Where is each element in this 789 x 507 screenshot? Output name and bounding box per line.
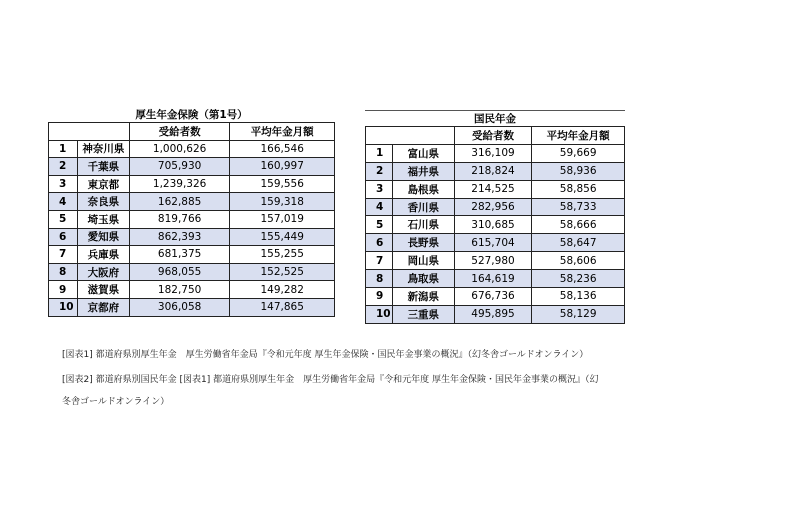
recipients-cell: 676,736 bbox=[454, 288, 532, 306]
kosei-nenkin-table-block bbox=[48, 108, 335, 317]
table-header-row bbox=[366, 127, 625, 145]
prefecture-cell: 埼玉県 bbox=[77, 210, 129, 228]
kokumin-nenkin-table bbox=[365, 126, 625, 324]
prefecture-cell: 長野県 bbox=[392, 234, 454, 252]
recipients-cell: 495,895 bbox=[454, 305, 532, 323]
rank-cell: 3 bbox=[49, 175, 78, 193]
prefecture-cell: 大阪府 bbox=[77, 263, 129, 281]
rank-cell: 6 bbox=[49, 228, 78, 246]
kosei-nenkin-table bbox=[48, 122, 335, 317]
avg-monthly-cell: 155,255 bbox=[230, 246, 335, 264]
rank-cell: 6 bbox=[366, 234, 393, 252]
rank-cell: 10 bbox=[49, 298, 78, 316]
avg-monthly-cell: 147,865 bbox=[230, 298, 335, 316]
rank-cell: 8 bbox=[366, 270, 393, 288]
avg-monthly-cell: 58,136 bbox=[532, 288, 625, 306]
avg-monthly-cell: 58,733 bbox=[532, 198, 625, 216]
table-row bbox=[366, 162, 625, 180]
kosei-nenkin-title: 厚生年金保険（第1号） bbox=[135, 109, 248, 121]
avg-monthly-cell: 157,019 bbox=[230, 210, 335, 228]
avg-monthly-cell: 58,666 bbox=[532, 216, 625, 234]
rank-cell: 5 bbox=[49, 210, 78, 228]
avg-monthly-cell: 166,546 bbox=[230, 140, 335, 158]
header-recipients: 受給者数 bbox=[454, 127, 532, 145]
rank-cell: 4 bbox=[49, 193, 78, 211]
recipients-cell: 282,956 bbox=[454, 198, 532, 216]
table-row bbox=[49, 210, 335, 228]
rank-cell: 3 bbox=[366, 180, 393, 198]
rank-cell: 7 bbox=[366, 252, 393, 270]
prefecture-cell: 兵庫県 bbox=[77, 246, 129, 264]
table-row bbox=[49, 158, 335, 176]
rank-cell: 5 bbox=[366, 216, 393, 234]
recipients-cell: 310,685 bbox=[454, 216, 532, 234]
avg-monthly-cell: 58,606 bbox=[532, 252, 625, 270]
recipients-cell: 527,980 bbox=[454, 252, 532, 270]
prefecture-cell: 鳥取県 bbox=[392, 270, 454, 288]
recipients-cell: 164,619 bbox=[454, 270, 532, 288]
kokumin-nenkin-table-block bbox=[365, 110, 625, 324]
prefecture-cell: 三重県 bbox=[392, 305, 454, 323]
prefecture-cell: 東京都 bbox=[77, 175, 129, 193]
recipients-cell: 705,930 bbox=[129, 158, 230, 176]
figure2-caption-line1: [図表2] 都道府県別国民年金 [図表1] 都道府県別厚生年金 厚生労働省年金局『令和元年度 厚生年金保険・国民年金事業の概況』（幻 bbox=[62, 375, 599, 385]
recipients-cell: 306,058 bbox=[129, 298, 230, 316]
kokumin-nenkin-title: 国民年金 bbox=[365, 110, 625, 126]
table-row bbox=[49, 263, 335, 281]
table-row bbox=[366, 270, 625, 288]
prefecture-cell: 福井県 bbox=[392, 162, 454, 180]
table-row bbox=[49, 298, 335, 316]
avg-monthly-cell: 58,856 bbox=[532, 180, 625, 198]
recipients-cell: 1,000,626 bbox=[129, 140, 230, 158]
kokumin-nenkin-rows bbox=[366, 144, 625, 323]
rank-cell: 1 bbox=[49, 140, 78, 158]
table-row bbox=[366, 288, 625, 306]
rank-cell: 4 bbox=[366, 198, 393, 216]
recipients-cell: 162,885 bbox=[129, 193, 230, 211]
avg-monthly-cell: 159,318 bbox=[230, 193, 335, 211]
prefecture-cell: 神奈川県 bbox=[77, 140, 129, 158]
prefecture-cell: 京都府 bbox=[77, 298, 129, 316]
table-row bbox=[366, 305, 625, 323]
avg-monthly-cell: 58,647 bbox=[532, 234, 625, 252]
recipients-cell: 218,824 bbox=[454, 162, 532, 180]
table-row bbox=[49, 228, 335, 246]
table-row bbox=[366, 216, 625, 234]
recipients-cell: 862,393 bbox=[129, 228, 230, 246]
table-row bbox=[49, 140, 335, 158]
rank-cell: 9 bbox=[366, 288, 393, 306]
table-row bbox=[49, 281, 335, 299]
header-avg-monthly: 平均年金月額 bbox=[230, 123, 335, 141]
rank-cell: 2 bbox=[49, 158, 78, 176]
rank-cell: 7 bbox=[49, 246, 78, 264]
header-recipients: 受給者数 bbox=[129, 123, 230, 141]
recipients-cell: 615,704 bbox=[454, 234, 532, 252]
figure2-caption bbox=[62, 374, 652, 408]
header-blank-cell bbox=[366, 127, 455, 145]
prefecture-cell: 香川県 bbox=[392, 198, 454, 216]
recipients-cell: 316,109 bbox=[454, 144, 532, 162]
rank-cell: 1 bbox=[366, 144, 393, 162]
prefecture-cell: 滋賀県 bbox=[77, 281, 129, 299]
figure2-caption-line2: 冬舎ゴールドオンライン） bbox=[62, 397, 170, 407]
prefecture-cell: 奈良県 bbox=[77, 193, 129, 211]
kosei-nenkin-rows bbox=[49, 140, 335, 316]
prefecture-cell: 愛知県 bbox=[77, 228, 129, 246]
table-row bbox=[366, 144, 625, 162]
header-blank-cell bbox=[49, 123, 130, 141]
recipients-cell: 1,239,326 bbox=[129, 175, 230, 193]
figure1-caption: [図表1] 都道府県別厚生年金 厚生労働省年金局『令和元年度 厚生年金保険・国民年金事業の概況』（幻冬舎ゴールドオンライン） bbox=[62, 350, 589, 360]
recipients-cell: 182,750 bbox=[129, 281, 230, 299]
avg-monthly-cell: 160,997 bbox=[230, 158, 335, 176]
avg-monthly-cell: 58,936 bbox=[532, 162, 625, 180]
recipients-cell: 681,375 bbox=[129, 246, 230, 264]
rank-cell: 10 bbox=[366, 305, 393, 323]
table-header-row bbox=[49, 123, 335, 141]
avg-monthly-cell: 159,556 bbox=[230, 175, 335, 193]
table-row bbox=[49, 246, 335, 264]
table-row bbox=[366, 252, 625, 270]
recipients-cell: 968,055 bbox=[129, 263, 230, 281]
table-row bbox=[49, 175, 335, 193]
rank-cell: 9 bbox=[49, 281, 78, 299]
recipients-cell: 819,766 bbox=[129, 210, 230, 228]
table-row bbox=[366, 234, 625, 252]
prefecture-cell: 千葉県 bbox=[77, 158, 129, 176]
rank-cell: 2 bbox=[366, 162, 393, 180]
header-avg-monthly: 平均年金月額 bbox=[532, 127, 625, 145]
avg-monthly-cell: 59,669 bbox=[532, 144, 625, 162]
avg-monthly-cell: 58,129 bbox=[532, 305, 625, 323]
prefecture-cell: 岡山県 bbox=[392, 252, 454, 270]
recipients-cell: 214,525 bbox=[454, 180, 532, 198]
table-row bbox=[366, 198, 625, 216]
prefecture-cell: 石川県 bbox=[392, 216, 454, 234]
avg-monthly-cell: 155,449 bbox=[230, 228, 335, 246]
avg-monthly-cell: 149,282 bbox=[230, 281, 335, 299]
table-row bbox=[366, 180, 625, 198]
avg-monthly-cell: 152,525 bbox=[230, 263, 335, 281]
rank-cell: 8 bbox=[49, 263, 78, 281]
avg-monthly-cell: 58,236 bbox=[532, 270, 625, 288]
table-row bbox=[49, 193, 335, 211]
prefecture-cell: 富山県 bbox=[392, 144, 454, 162]
prefecture-cell: 新潟県 bbox=[392, 288, 454, 306]
prefecture-cell: 島根県 bbox=[392, 180, 454, 198]
